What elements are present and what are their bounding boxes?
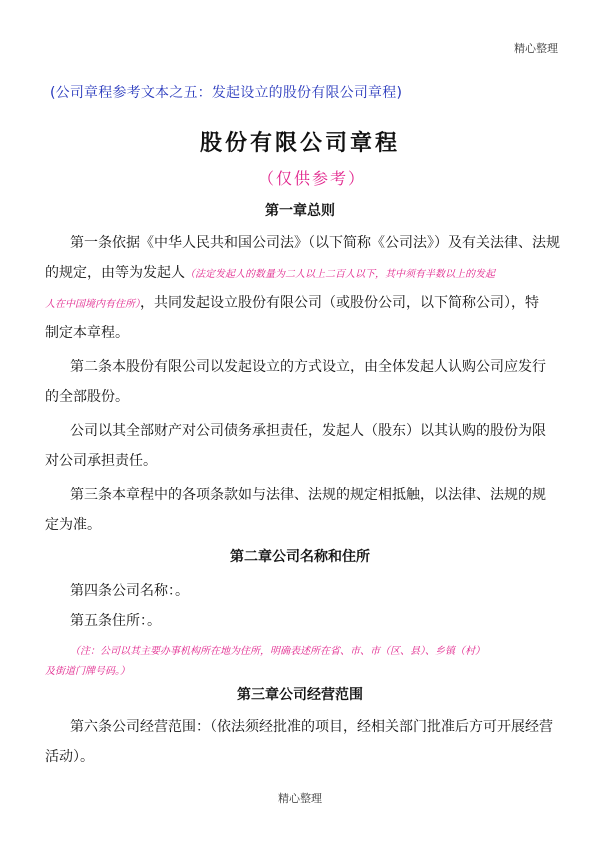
- article-2-line-1: 第二条本股份有限公司以发起设立的方式设立，由全体发起人认购公司应发行: [70, 359, 546, 375]
- note-2-line-2: 及街道门牌号码。）: [45, 666, 130, 677]
- article-1-line-3: [45, 292, 539, 312]
- article-3-line-1: 第三条本章程中的各项条款如与法律、法规的规定相抵触，以法律、法规的规: [70, 487, 546, 503]
- article-1-note-b: 人在中国境内有住所）: [45, 299, 140, 310]
- article-2-line-2: 的全部股份。: [45, 389, 129, 405]
- article-1-text-b: ，共同发起设立股份有限公司（或股份公司，以下简称公司），特: [140, 295, 539, 311]
- article-6-line-1: 第六条公司经营范围：（依法须经批准的项目，经相关部门批准后方可开展经营: [70, 719, 553, 735]
- footer-note: 精心整理: [278, 792, 322, 805]
- article-6-line-2: 活动）。: [45, 749, 94, 765]
- liability-line-2: 对公司承担责任。: [45, 453, 157, 469]
- chapter-1-heading: 第一章总则: [265, 203, 335, 219]
- subtitle: （仅供参考）: [257, 169, 366, 188]
- header-note: 精心整理: [514, 42, 558, 55]
- article-1-text-a: 的规定，由等为发起人: [45, 265, 185, 281]
- article-4: 第四条公司名称：。: [70, 583, 189, 599]
- article-1-line-4: 制定本章程。: [45, 325, 129, 341]
- article-1-line-1: 第一条依据《中华人民共和国公司法》（以下简称《公司法》）及有关法律、法规: [70, 235, 560, 251]
- article-1-note-a: （法定发起人的数量为二人以上二百人以下，其中须有半数以上的发起: [185, 269, 495, 280]
- article-3-line-2: 定为准。: [45, 517, 101, 533]
- article-5: 第五条住所：。: [70, 613, 161, 629]
- liability-line-1: 公司以其全部财产对公司债务承担责任，发起人（股东）以其认购的股份为限: [70, 423, 546, 439]
- note-2-line-1: （注：公司以其主要办事机构所在地为住所，明确表述所在省、市、市（区、县）、乡镇（村）: [70, 646, 485, 657]
- chapter-3-heading: 第三章公司经营范围: [237, 687, 363, 703]
- chapter-2-heading: 第二章公司名称和住所: [230, 549, 370, 565]
- article-1-line-2: [45, 262, 495, 282]
- reference-title: (公司章程参考文本之五：发起设立的股份有限公司章程): [50, 85, 403, 101]
- document-title: 股份有限公司章程: [199, 131, 400, 156]
